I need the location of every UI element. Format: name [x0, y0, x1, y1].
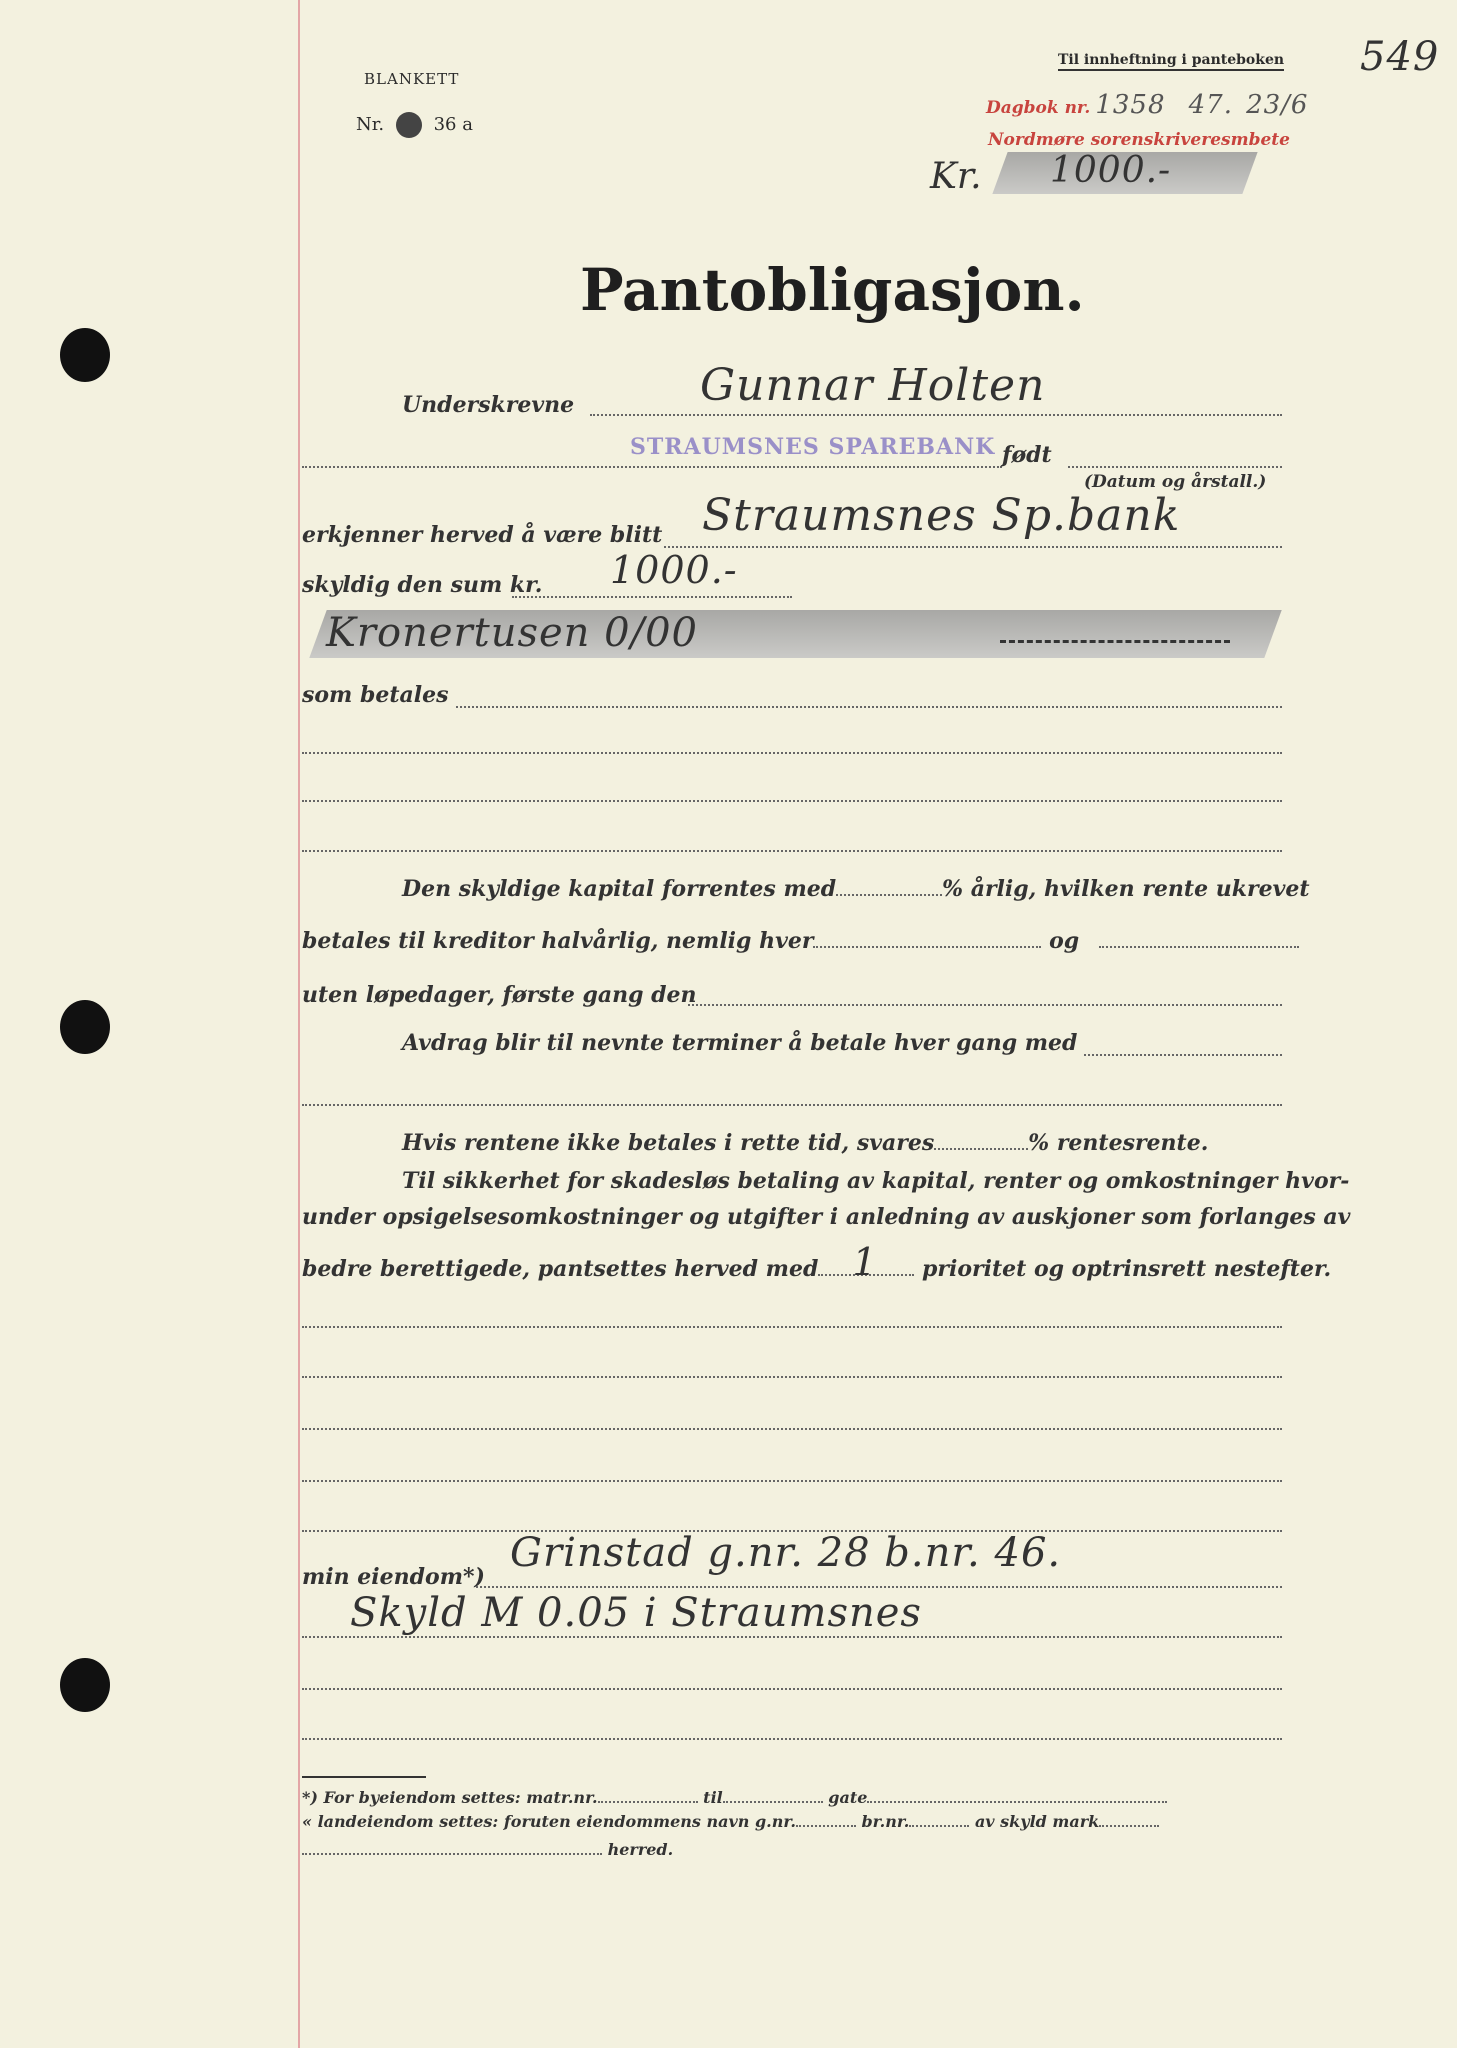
footnote-blank: [796, 1825, 856, 1827]
dagbok-office: Nordmøre sorenskriveresmbete: [988, 130, 1290, 150]
punch-hole: [60, 328, 110, 382]
datum-label: (Datum og årstall.): [1084, 472, 1267, 492]
sikker-text-3: [302, 1240, 1332, 1284]
footnote-2b: br.nr.: [861, 1812, 910, 1831]
margin-rule: [298, 0, 300, 2048]
undersk-value: Gunnar Holten: [700, 360, 1046, 411]
rente-text-2: [302, 928, 1299, 954]
sikker-text-3b: prioritet og optrinsrett nestefter.: [922, 1256, 1332, 1282]
blank-line: [302, 1428, 1282, 1430]
footnote-blank: [867, 1801, 1167, 1803]
blank-line: [302, 1104, 1282, 1106]
undersk-line: [590, 414, 1282, 416]
eiendom-value-1: Grinstad g.nr. 28 b.nr. 46.: [510, 1530, 1062, 1576]
footnote-2c: av skyld mark: [974, 1812, 1100, 1831]
prioritet-value: 1: [852, 1240, 878, 1284]
dagbok-year: 47.: [1188, 90, 1233, 120]
blank-line: [302, 850, 1282, 852]
page-number: 549: [1360, 34, 1440, 80]
blank-line: [302, 752, 1282, 754]
rente-blank: [813, 946, 1041, 948]
fodt-label: født: [1002, 442, 1052, 468]
avdrag-text: Avdrag blir til nevnte terminer å betale hver gang med: [402, 1030, 1078, 1056]
footnote-blank: [723, 1801, 823, 1803]
dagbok-stamp: [986, 90, 1308, 120]
footnote-blank: [909, 1825, 969, 1827]
hvis-text-a: Hvis rentene ikke betales i rette tid, svares: [402, 1130, 935, 1156]
rente-text-2b: og: [1049, 928, 1080, 954]
rente-text-1: [402, 876, 1310, 902]
form-number: [356, 112, 473, 138]
sikker-text-3a: bedre berettigede, pantsettes herved med: [302, 1256, 819, 1282]
skyldig-line: [512, 596, 792, 598]
sikker-text-2: under opsigelsesomkostninger og utgifter i anledning av auskjoner som forlanges av: [302, 1204, 1351, 1230]
fodt-line-2: [1068, 466, 1282, 468]
page-title: Pantobligasjon.: [580, 256, 1085, 324]
amount-words: Kronertusen 0/00: [326, 610, 698, 656]
footnote-line-3: [302, 1840, 673, 1859]
crest-icon: [396, 112, 422, 138]
erkjenner-line: [664, 546, 1282, 548]
betales-line: [456, 706, 1282, 708]
nr-value: 36 a: [433, 114, 473, 135]
punch-hole: [60, 1658, 110, 1712]
top-stamp: Til innheftning i panteboken: [1058, 52, 1284, 71]
dagbok-number: 1358: [1095, 90, 1166, 120]
rente-line-3: [688, 1004, 1282, 1006]
footnote-1b: til: [703, 1788, 723, 1807]
skyldig-value: 1000.-: [610, 548, 738, 592]
blank-line: [302, 1688, 1282, 1690]
fodt-line: [302, 466, 1002, 468]
rente-blank: [1099, 946, 1299, 948]
blank-line: [302, 1480, 1282, 1482]
blankett-label: BLANKETT: [364, 70, 460, 88]
blank-line: [302, 1636, 1282, 1638]
erkjenner-label: erkjenner herved å være blitt: [302, 522, 663, 548]
footnote-rule: [302, 1776, 426, 1778]
avdrag-line: [1084, 1054, 1282, 1056]
footnote-3: herred.: [607, 1840, 674, 1859]
footnote-1a: *) For byeiendom settes: matr.nr.: [302, 1788, 598, 1807]
rente-text-1b: % årlig, hvilken rente ukrevet: [942, 876, 1310, 902]
footnote-2a: « landeiendom settes: foruten eiendommens navn g.nr.: [302, 1812, 796, 1831]
sikker-text-1: Til sikkerhet for skadesløs betaling av kapital, renter og omkostninger hvor-: [402, 1168, 1350, 1194]
hvis-text: [402, 1130, 1208, 1156]
eiendom-value-2: Skyld M 0.05 i Straumsnes: [350, 1590, 922, 1636]
eiendom-line: [476, 1586, 1282, 1588]
punch-hole: [60, 1000, 110, 1054]
eiendom-label: min eiendom*): [302, 1564, 485, 1590]
skyldig-label: skyldig den sum kr.: [302, 572, 543, 598]
dagbok-label: Dagbok nr.: [986, 98, 1091, 118]
kr-label: Kr.: [930, 156, 982, 197]
dagbok-date: 23/6: [1246, 90, 1309, 120]
footnote-blank: [302, 1853, 602, 1855]
footnote-blank: [1099, 1825, 1159, 1827]
footnote-line-1: [302, 1788, 1167, 1807]
undersk-label: Underskrevne: [402, 392, 575, 418]
rente-blank: [836, 894, 942, 896]
bank-stamp: STRAUMSNES SPAREBANK: [630, 434, 996, 460]
blank-line: [302, 800, 1282, 802]
prioritet-blank: [818, 1240, 914, 1284]
rente-text-1a: Den skyldige kapital forrentes med: [402, 876, 837, 902]
hvis-text-b: % rentesrente.: [1028, 1130, 1209, 1156]
amount-dash: [1000, 640, 1230, 643]
kr-value: 1000.-: [1050, 150, 1172, 191]
footnote-1c: gate: [828, 1788, 868, 1807]
betales-label: som betales: [302, 682, 449, 708]
blank-line: [302, 1738, 1282, 1740]
blank-line: [302, 1326, 1282, 1328]
rente-text-2a: betales til kreditor halvårlig, nemlig hver: [302, 928, 814, 954]
hvis-blank: [934, 1148, 1028, 1150]
blank-line: [302, 1376, 1282, 1378]
nr-label: Nr.: [356, 114, 385, 135]
rente-text-3: uten løpedager, første gang den: [302, 982, 697, 1008]
footnote-line-2: [302, 1812, 1159, 1831]
footnote-blank: [598, 1801, 698, 1803]
erkjenner-value: Straumsnes Sp.bank: [702, 490, 1181, 541]
